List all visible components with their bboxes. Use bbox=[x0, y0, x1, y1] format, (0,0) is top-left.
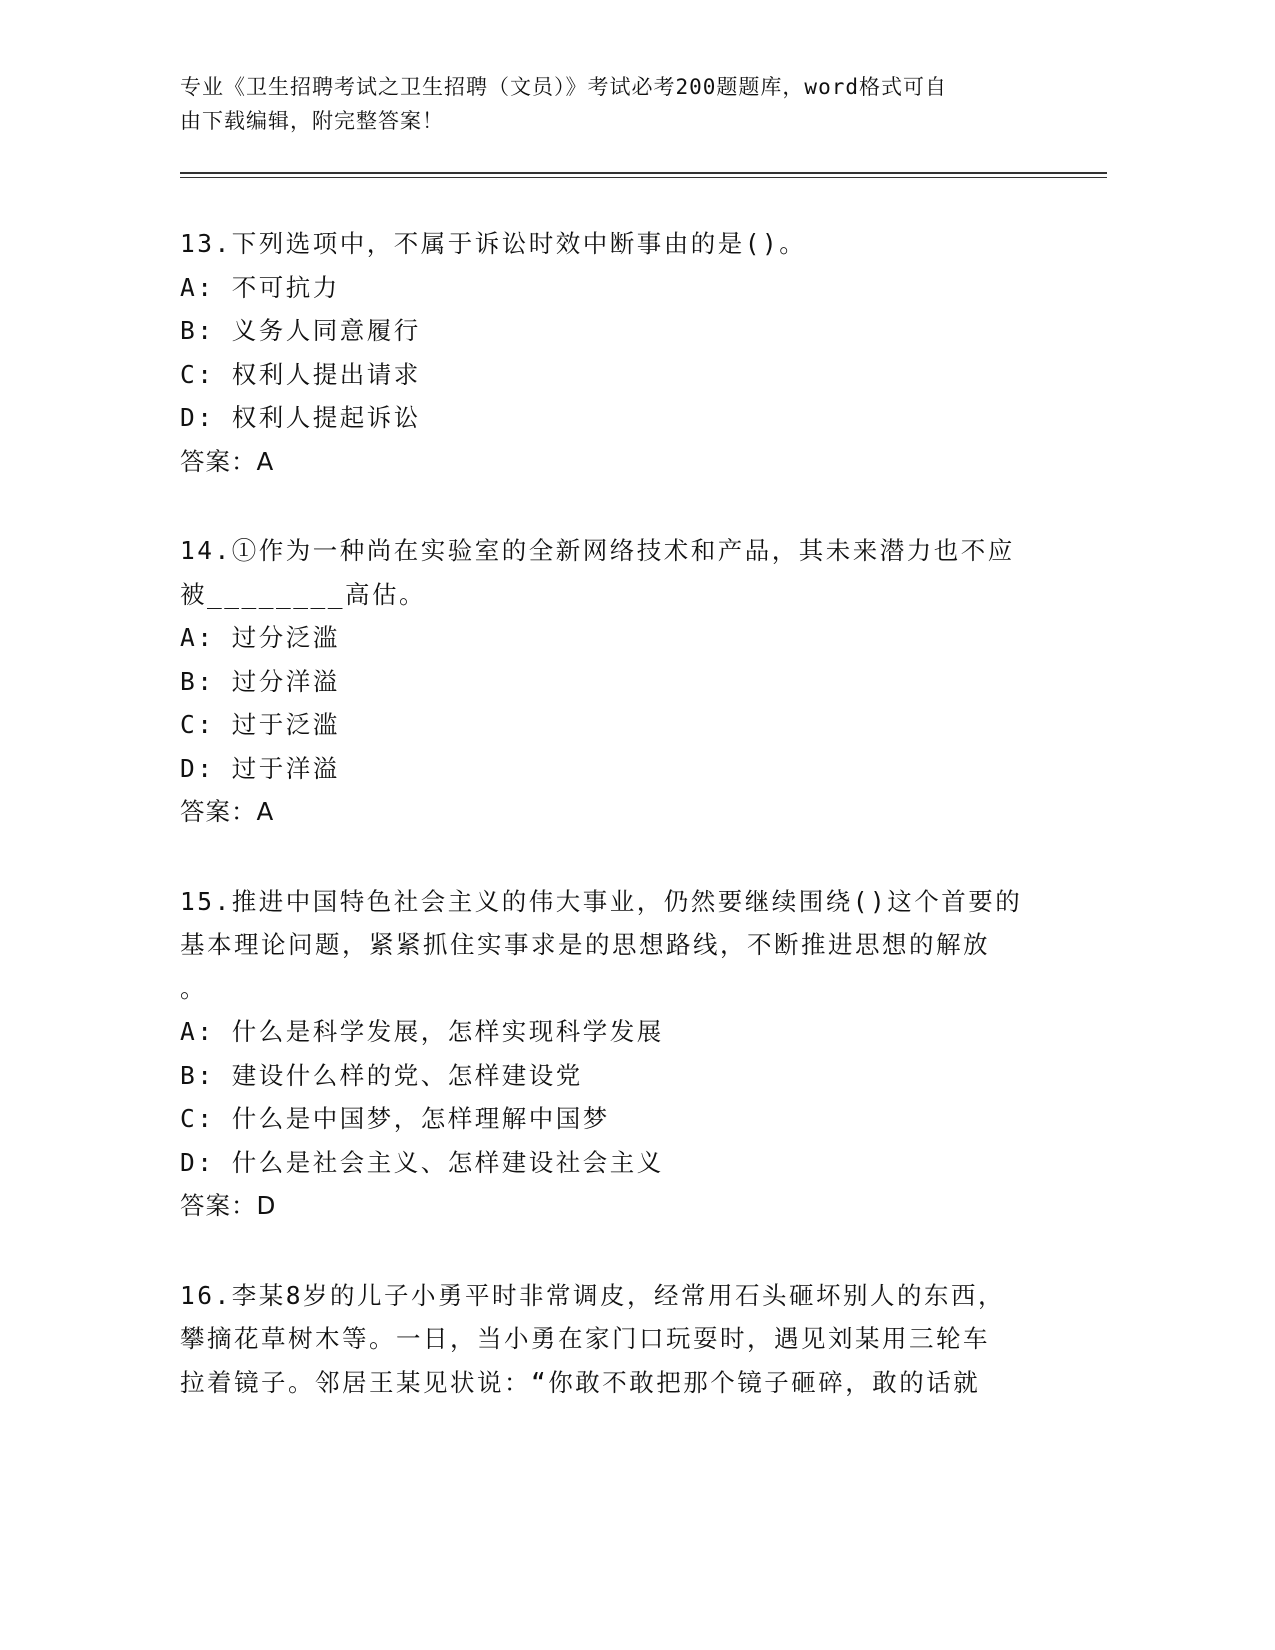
answer-option: D: 什么是社会主义、怎样建设社会主义 bbox=[180, 1147, 664, 1177]
answer-key: 答案：A bbox=[180, 797, 275, 826]
question-stem-line: 15.推进中国特色社会主义的伟大事业，仍然要继续围绕()这个首要的 bbox=[180, 886, 1023, 916]
question-block bbox=[180, 529, 1030, 834]
header-line-2: 由下载编辑，附完整答案！ bbox=[180, 109, 444, 133]
answer-option: B: 建设什么样的党、怎样建设党 bbox=[180, 1060, 583, 1090]
question-block bbox=[180, 880, 1030, 1228]
question-stem-line: 16.李某8岁的儿子小勇平时非常调皮，经常用石头砸坏别人的东西， bbox=[180, 1280, 1005, 1310]
answer-option: D: 权利人提起诉讼 bbox=[180, 403, 421, 432]
answer-option: A: 过分泛滥 bbox=[180, 623, 340, 652]
question-block bbox=[180, 1274, 1030, 1405]
document-header bbox=[180, 70, 1040, 138]
question-stem-line: 。 bbox=[180, 973, 207, 1003]
header-line-1: 专业《卫生招聘考试之卫生招聘（文员）》考试必考200题题库，word格式可自 bbox=[180, 75, 947, 99]
answer-option: A: 什么是科学发展，怎样实现科学发展 bbox=[180, 1017, 664, 1046]
answer-option: C: 过于泛滥 bbox=[180, 710, 340, 739]
question-block bbox=[180, 222, 1030, 483]
question-list bbox=[180, 222, 1030, 1450]
question-stem-line: 基本理论问题，紧紧抓住实事求是的思想路线，不断推进思想的解放 bbox=[180, 930, 990, 959]
answer-option: A: 不可抗力 bbox=[180, 272, 340, 302]
question-stem-line: 14.①作为一种尚在实验室的全新网络技术和产品，其未来潜力也不应 bbox=[180, 536, 1015, 565]
answer-option: B: 过分洋溢 bbox=[180, 666, 340, 696]
answer-option: B: 义务人同意履行 bbox=[180, 316, 421, 345]
header-divider-thin bbox=[180, 177, 1107, 178]
answer-key: 答案：D bbox=[180, 1191, 277, 1220]
question-stem-line: 拉着镜子。邻居王某见状说：“你敢不敢把那个镜子砸碎，敢的话就 bbox=[180, 1367, 981, 1397]
answer-option: C: 权利人提出请求 bbox=[180, 359, 421, 389]
question-stem-line: 被________高估。 bbox=[180, 579, 427, 609]
answer-option: C: 什么是中国梦，怎样理解中国梦 bbox=[180, 1104, 610, 1133]
question-stem-line: 13.下列选项中，不属于诉讼时效中断事由的是()。 bbox=[180, 229, 807, 258]
answer-option: D: 过于洋溢 bbox=[180, 753, 340, 783]
question-stem-line: 攀摘花草树木等。一日，当小勇在家门口玩耍时，遇见刘某用三轮车 bbox=[180, 1324, 990, 1353]
header-divider-thick bbox=[180, 172, 1107, 174]
answer-key: 答案：A bbox=[180, 446, 275, 476]
